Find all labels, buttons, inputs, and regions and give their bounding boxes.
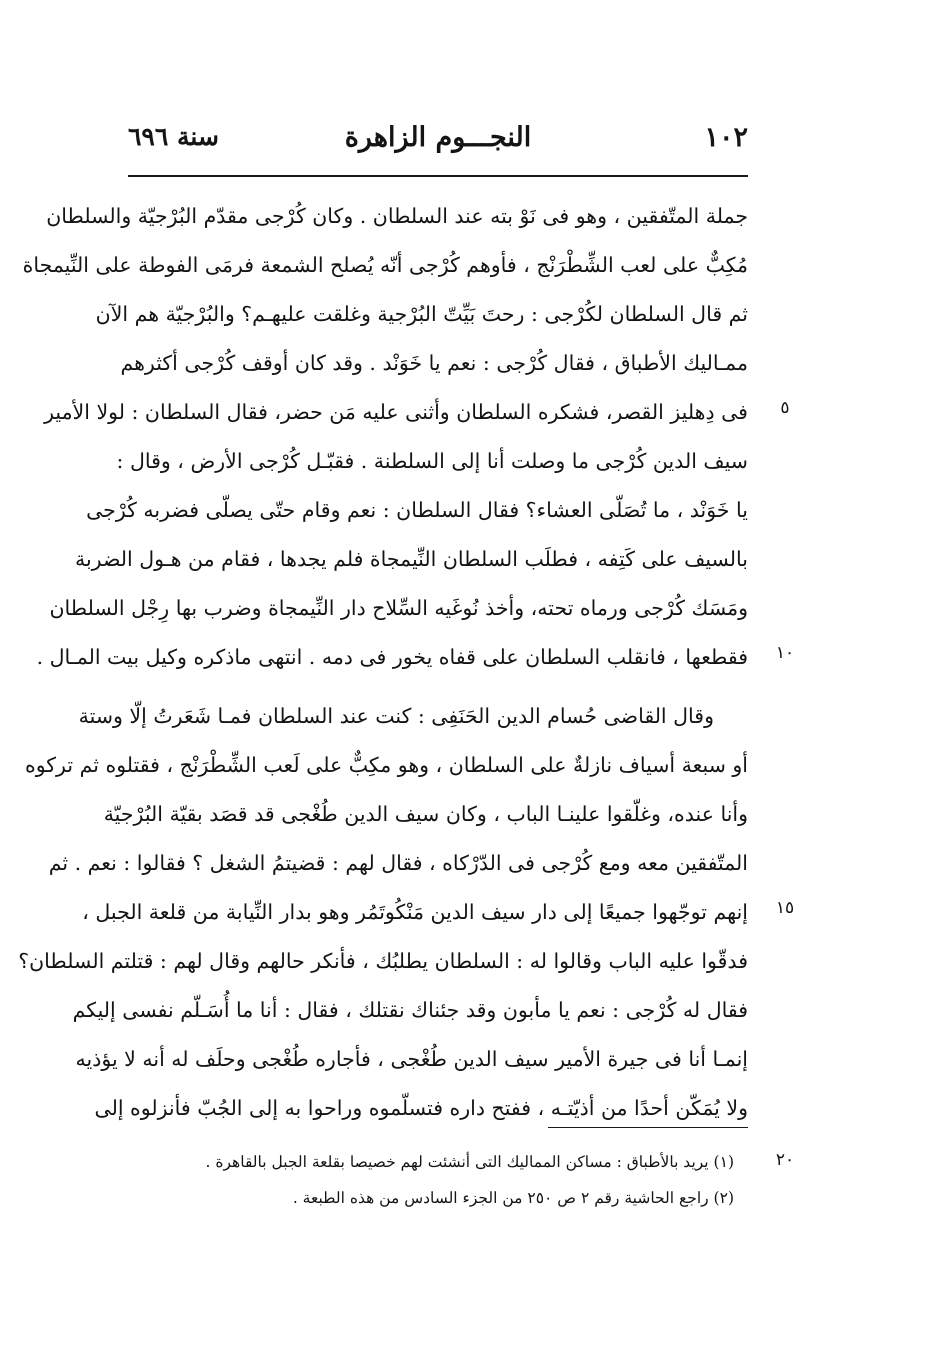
- footnote: (١) يريد بالأطباق : مساكن المماليك التى أنشئت لهم خصيصا بقلعة الجبل بالقاهرة .: [205, 1153, 734, 1171]
- text-line: فى دِهليز القصر، فشكره السلطان وأثنى عليه مَن حضر، فقال السلطان : لولا الأمير: [44, 400, 748, 424]
- text-line: يا خَوَنْد ، ما تُصَلّى العشاء؟ فقال السلطان : نعم وقام حتّى يصلّى فضربه كُرْجى: [86, 498, 748, 522]
- line-number-marker: ١٠: [775, 643, 795, 663]
- line-number-marker: ١٥: [775, 898, 795, 918]
- line-number-marker: ٢٠: [775, 1150, 795, 1170]
- text-line: وأنا عنده، وغلّقوا علينـا الباب ، وكان سيف الدين طُغْجى قد قصَد بقيّة البُرْجيّة: [103, 802, 748, 826]
- page-header: [128, 122, 748, 162]
- text-line: ومَسَك كُرْجى ورماه تحته، وأخذ نُوغَيه السِّلاح دار النِّيمجاة وضرب بها رِجْل السلطان: [49, 596, 748, 620]
- text-line: مُكِبٌّ على لعب الشِّطْرَنْج ، فأوهم كُرْجى أنّه يُصلح الشمعة فرمَى الفوطة على النِّيمجاة: [22, 253, 748, 277]
- text-line: ثم قال السلطان لكُرْجى : رحتَ بَيِّتّ البُرْجية وغلقت عليهـم؟ والبُرْجيّة هم الآن: [95, 302, 748, 326]
- footnote-rule: [548, 1127, 748, 1128]
- footnote: (٢) راجع الحاشية رقم ٢ ص ٢٥٠ من الجزء السادس من هذه الطبعة .: [292, 1189, 734, 1207]
- body-text: [18, 192, 748, 1133]
- running-title: النجـــوم الزاهرة: [344, 122, 532, 153]
- text-line: ولا يُمَكّن أحدًا من أذيّتـه ، ففتح داره فتسلّموه وراحوا به إلى الجُبّ فأنزلوه إلى: [94, 1096, 748, 1120]
- text-line: جملة المتّفقين ، وهو فى نَوْ بته عند السلطان . وكان كُرْجى مقدّم البُرْجيّة والسلطان: [46, 204, 748, 228]
- text-line: وقال القاضى حُسام الدين الحَنَفِى : كنت عند السلطان فمـا شَعَرتُ إلّا وستة: [78, 704, 714, 728]
- page-number: ١٠٢: [704, 122, 748, 153]
- text-line: إنمـا أنا فى جيرة الأمير سيف الدين طُغْجى ، فأجاره طُغْجى وحلَف له أنه لا يؤذيه: [75, 1047, 748, 1071]
- text-line: فقطعها ، فانقلب السلطان على قفاه يخور فى دمه . انتهى ماذكره وكيل بيت المـال .: [36, 645, 748, 669]
- text-line: إنهم توجّهوا جميعًا إلى دار سيف الدين مَنْكُوتَمُر وهو بدار النِّيابة من قلعة الجبل ،: [82, 900, 748, 924]
- line-number-marker: ٥: [780, 398, 790, 418]
- header-year: سنة ٦٩٦: [128, 122, 219, 151]
- header-rule: [128, 175, 748, 177]
- text-line: المتّفقين معه ومع كُرْجى فى الدّرْكاه ، فقال لهم : قضيتمُ الشغل ؟ فقالوا : نعم . ثم: [48, 851, 748, 875]
- text-line: بالسيف على كَتِفه ، فطلَب السلطان النِّيمجاة فلم يجدها ، فقام من هـول الضربة: [74, 547, 748, 571]
- footnotes: [128, 1144, 748, 1216]
- text-line: أو سبعة أسياف نازلةٌ على السلطان ، وهو مكِبٌّ على لَعب الشِّطْرَنْج ، فقتلوه ثم تركوه: [24, 753, 748, 777]
- text-line: سيف الدين كُرْجى ما وصلت أنا إلى السلطنة . فقبّـل كُرْجى الأرض ، وقال :: [116, 449, 748, 473]
- text-line: ممـاليك الأطباق ، فقال كُرْجى : نعم يا خَوَنْد . وقد كان أوقف كُرْجى أكثرهم: [120, 351, 748, 375]
- text-line: فقال له كُرْجى : نعم يا مأبون وقد جئناك نقتلك ، فقال : أنا ما أُسَـلّم نفسى إليكم: [72, 998, 748, 1022]
- text-line: فدقّوا عليه الباب وقالوا له : السلطان يطلبُك ، فأنكر حالهم وقال لهم : قتلتم السلطان؟: [18, 949, 748, 973]
